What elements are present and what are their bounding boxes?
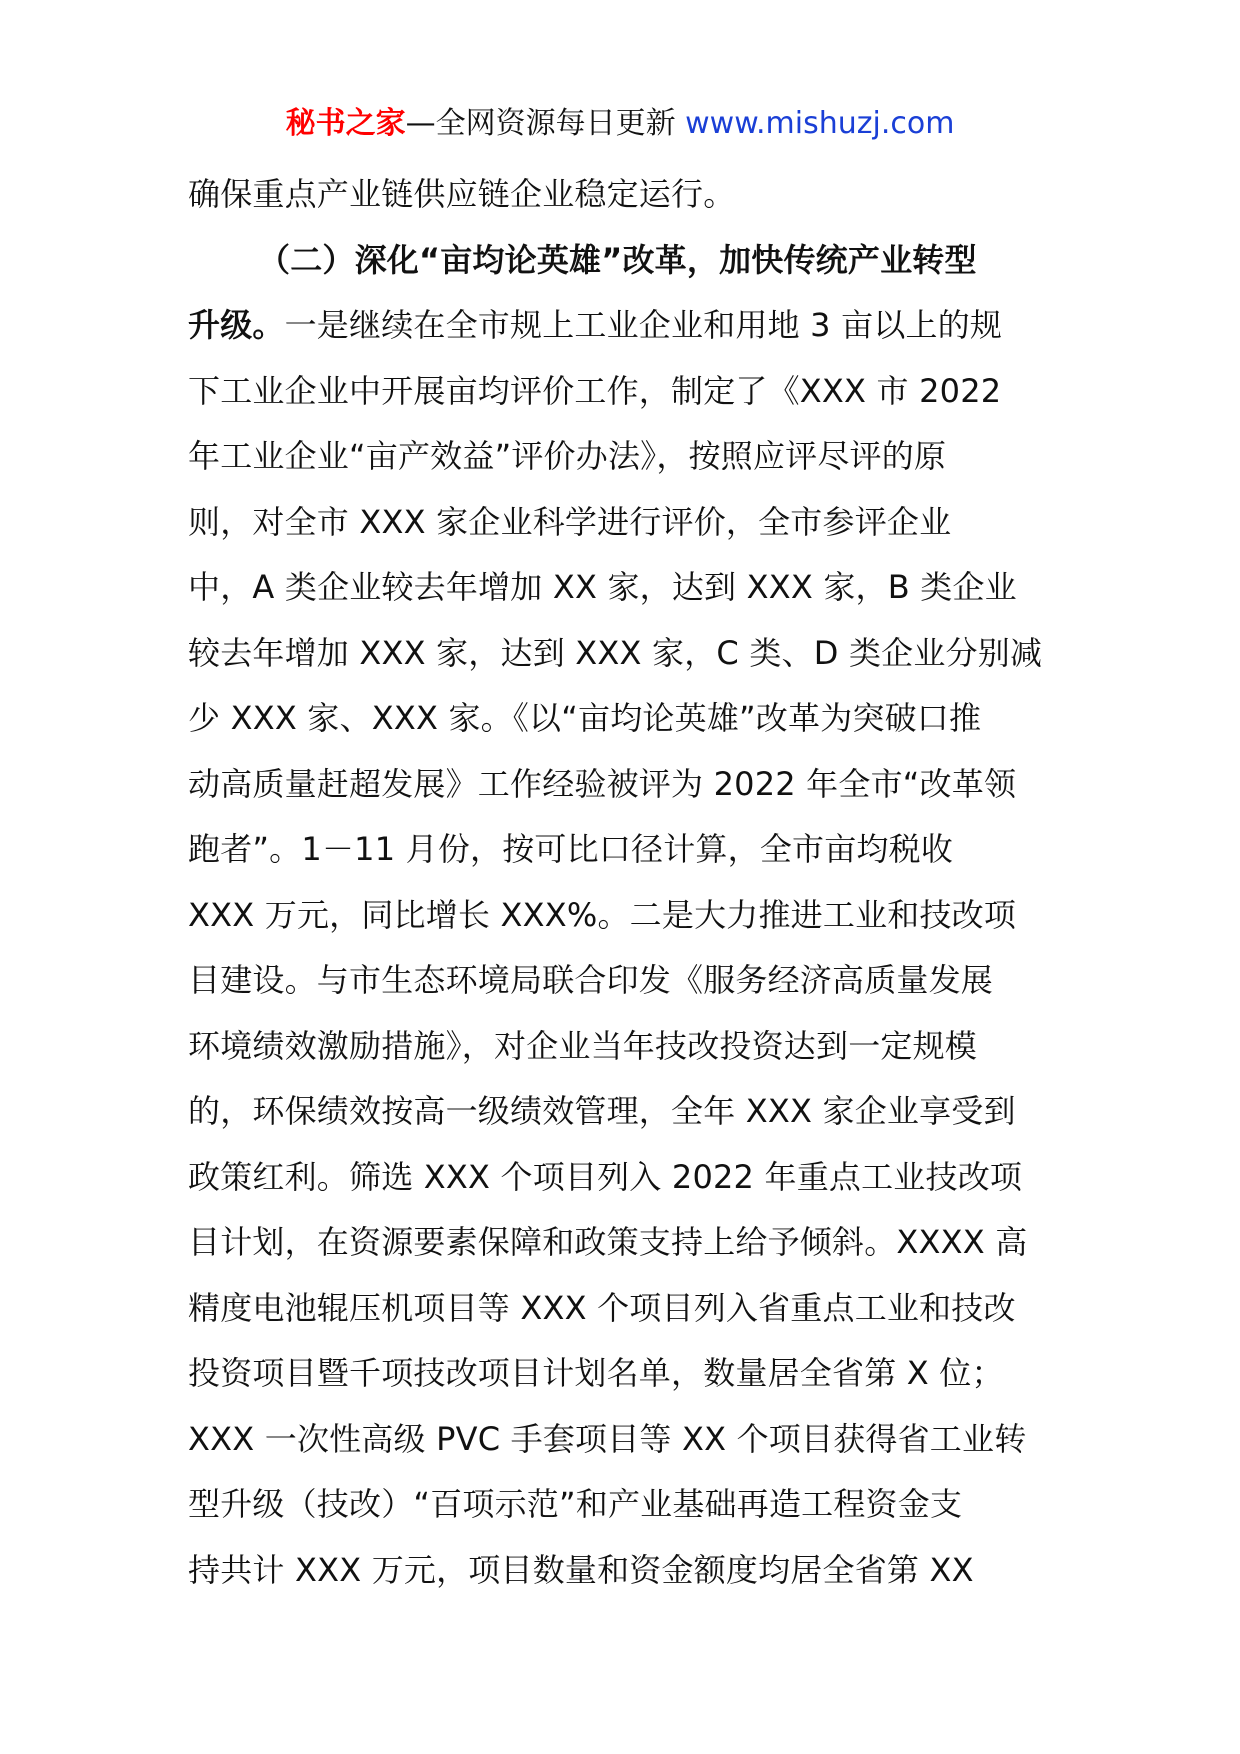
section-heading-end: 升级。 bbox=[188, 306, 285, 344]
body-line-8: 较去年增加 XXX 家，达到 XXX 家，C 类、D 类企业分别减 bbox=[188, 633, 1043, 672]
body-line-5: 年工业企业“亩产效益”评价办法》，按照应评尽评的原 bbox=[188, 437, 947, 475]
body-line-6: 则，对全市 XXX 家企业科学进行评价，全市参评企业 bbox=[188, 502, 952, 541]
body-line-4: 下工业企业中开展亩均评价工作，制定了《XXX 市 2022 bbox=[188, 371, 1002, 410]
body-line-14: 环境绩效激励措施》，对企业当年技改投资达到一定规模 bbox=[188, 1026, 978, 1065]
body-line-12: XXX 万元，同比增长 XXX%。二是大力推进工业和技改项 bbox=[188, 895, 1017, 934]
body-line-17: 目计划，在资源要素保障和政策支持上给予倾斜。XXXX 高 bbox=[188, 1223, 1028, 1261]
body-line-1: 确保重点产业链供应链企业稳定运行。 bbox=[188, 175, 736, 213]
body-line-16: 政策红利。筛选 XXX 个项目列入 2022 年重点工业技改项 bbox=[188, 1157, 1023, 1196]
site-header bbox=[0, 104, 1240, 144]
body-line-15: 的，环保绩效按高一级绩效管理，全年 XXX 家企业享受到 bbox=[188, 1092, 1016, 1130]
body-line-20: XXX 一次性高级 PVC 手套项目等 XX 个项目获得省工业转 bbox=[188, 1419, 1027, 1458]
body-line-21: 型升级（技改）“百项示范”和产业基础再造工程资金支 bbox=[188, 1485, 963, 1523]
section-heading: （二）深化“亩均论英雄”改革，加快传统产业转型 bbox=[258, 240, 977, 279]
body-line-13: 目建设。与市生态环境局联合印发《服务经济高质量发展 bbox=[188, 961, 994, 999]
body-line-18: 精度电池辊压机项目等 XXX 个项目列入省重点工业和技改 bbox=[188, 1288, 1016, 1327]
body-line-22: 持共计 XXX 万元，项目数量和资金额度均居全省第 XX bbox=[188, 1550, 974, 1589]
body-line-19: 投资项目暨千项技改项目计划名单，数量居全省第 X 位； bbox=[188, 1354, 1004, 1392]
body-line-11: 跑者”。1－11 月份，按可比口径计算，全市亩均税收 bbox=[188, 830, 954, 868]
document-body bbox=[188, 162, 1058, 1603]
body-line-7: 中，A 类企业较去年增加 XX 家，达到 XXX 家，B 类企业 bbox=[188, 568, 1017, 606]
site-brand: 秘书之家 bbox=[285, 106, 406, 141]
body-line-9: 少 XXX 家、XXX 家。《以“亩均论英雄”改革为突破口推 bbox=[188, 699, 982, 737]
body-line-3: 升级。一是继续在全市规上工业企业和用地 3 亩以上的规 bbox=[188, 306, 1003, 344]
site-tagline: —全网资源每日更新 bbox=[405, 106, 686, 141]
site-url-link[interactable]: www.mishuzj.com bbox=[685, 106, 955, 141]
body-line-10: 动高质量赶超发展》工作经验被评为 2022 年全市“改革领 bbox=[188, 764, 1017, 803]
